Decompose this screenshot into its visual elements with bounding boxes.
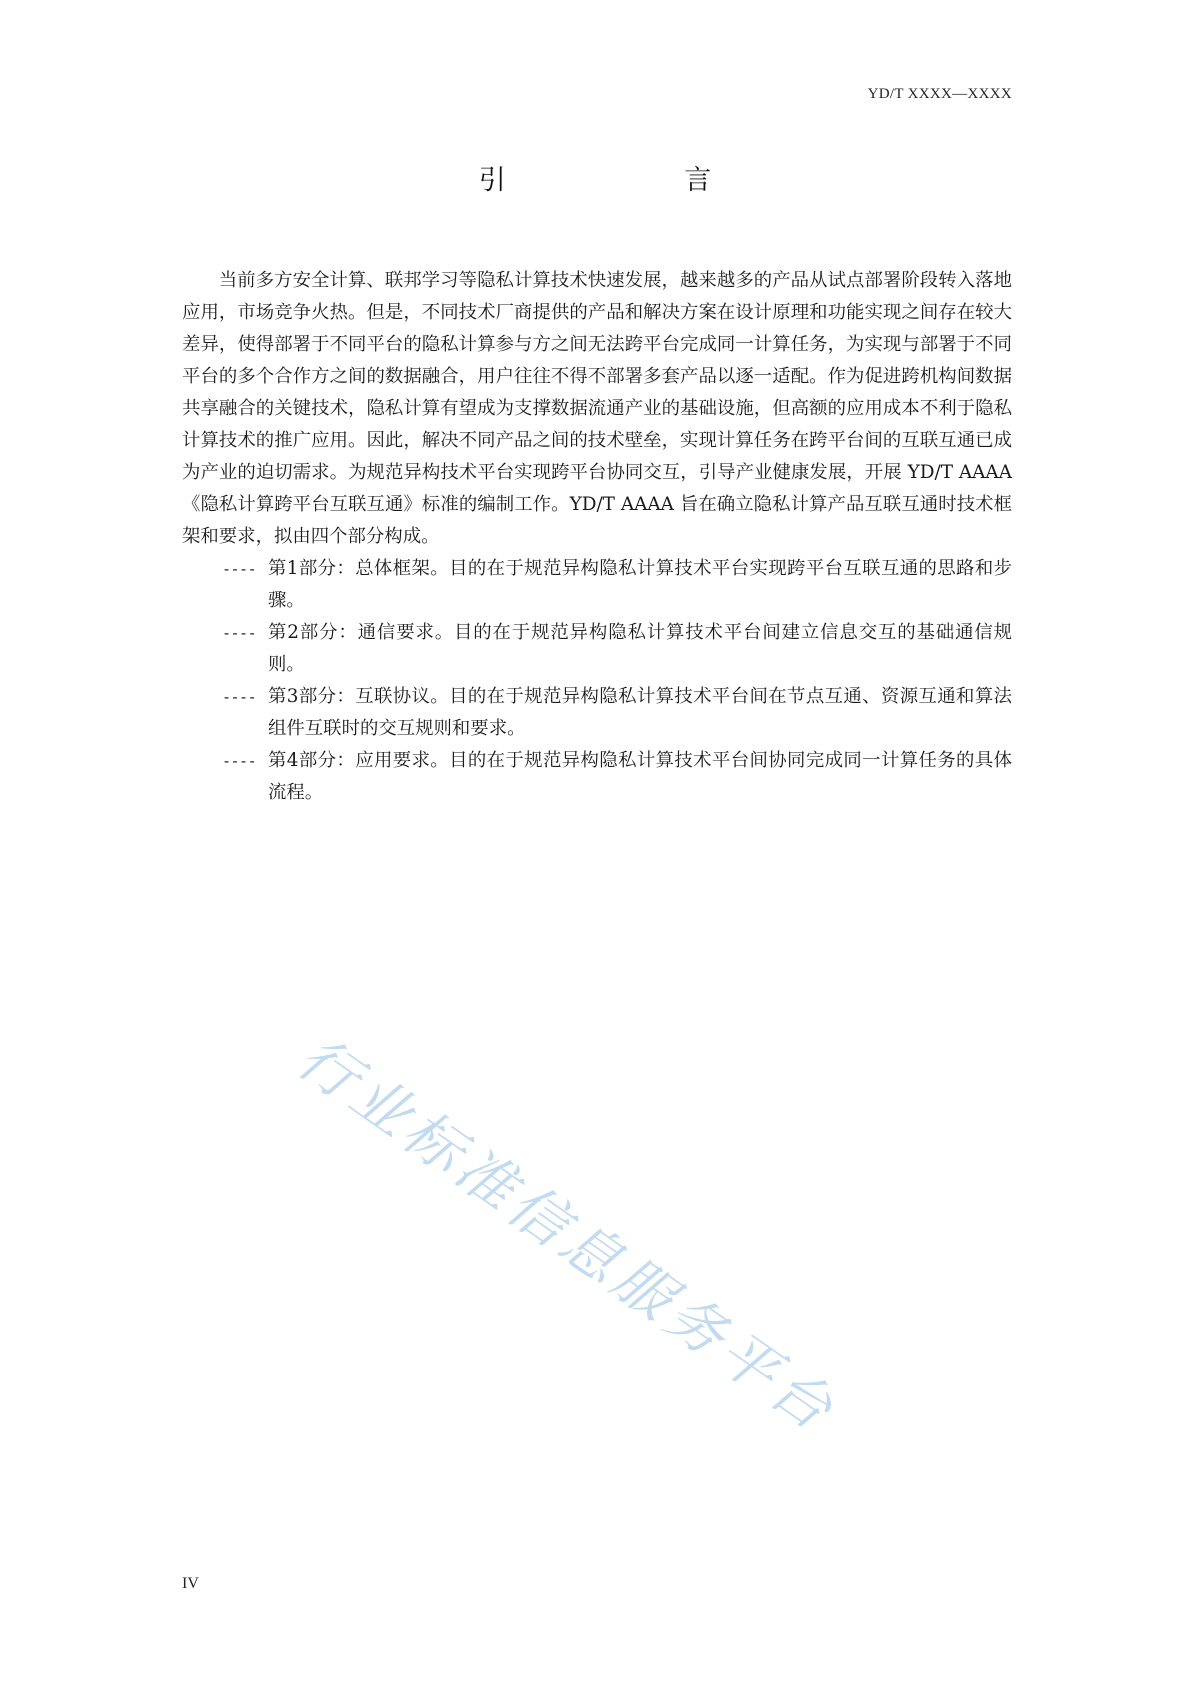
main-content [182,265,1012,809]
list-item-part-1 [182,553,1012,617]
watermark: 行业标准信息服务平台 [285,1023,849,1447]
part-text: 第1部分：总体框架。目的在于规范异构隐私计算技术平台实现跨平台互联互通的思路和步骤。 [268,558,1012,611]
list-item-part-2 [182,617,1012,681]
page-number: IV [182,1575,199,1592]
dash-marker: ---- [222,624,257,642]
parts-list [182,553,1012,809]
part-text: 第4部分：应用要求。目的在于规范异构隐私计算技术平台间协同完成同一计算任务的具体流程。 [268,750,1012,803]
intro-paragraph: 当前多方安全计算、联邦学习等隐私计算技术快速发展，越来越多的产品从试点部署阶段转入落地应用，市场竞争火热。但是，不同技术厂商提供的产品和解决方案在设计原理和功能实现之间存在较大差异，使得部署于不同平台的隐私计算参与方之间无法跨平台完成同一计算任务，为实现与部署于不同平台的多个合作方之间的数据融合，用户往往不得不部署多套产品以逐一适配。作为促进跨机构间数据共享融合的关键技术，隐私计算有望成为支撑数据流通产业的基础设施，但高额的应用成本不利于隐私计算技术的推广应用。因此，解决不同产品之间的技术壁垒，实现计算任务在跨平台间的互联互通已成为产业的迫切需求。为规范异构技术平台实现跨平台协同交互，引导产业健康发展，开展 YD/T AAAA《隐私计算跨平台互联互通》标准的编制工作。YD/T AAAA 旨在确立隐私计算产品互联互通时技术框架和要求，拟由四个部分构成。 [182,270,1012,547]
list-item-part-4 [182,745,1012,809]
section-title: 引 言 [478,165,797,196]
list-item-part-3 [182,681,1012,745]
standard-code: YD/T XXXX—XXXX [867,86,1012,102]
part-text: 第3部分：互联协议。目的在于规范异构隐私计算技术平台间在节点互通、资源互通和算法组件互联时的交互规则和要求。 [268,686,1012,739]
dash-marker: ---- [222,752,257,770]
part-text: 第2部分：通信要求。目的在于规范异构隐私计算技术平台间建立信息交互的基础通信规则。 [268,622,1012,675]
dash-marker: ---- [222,560,257,578]
dash-marker: ---- [222,688,257,706]
